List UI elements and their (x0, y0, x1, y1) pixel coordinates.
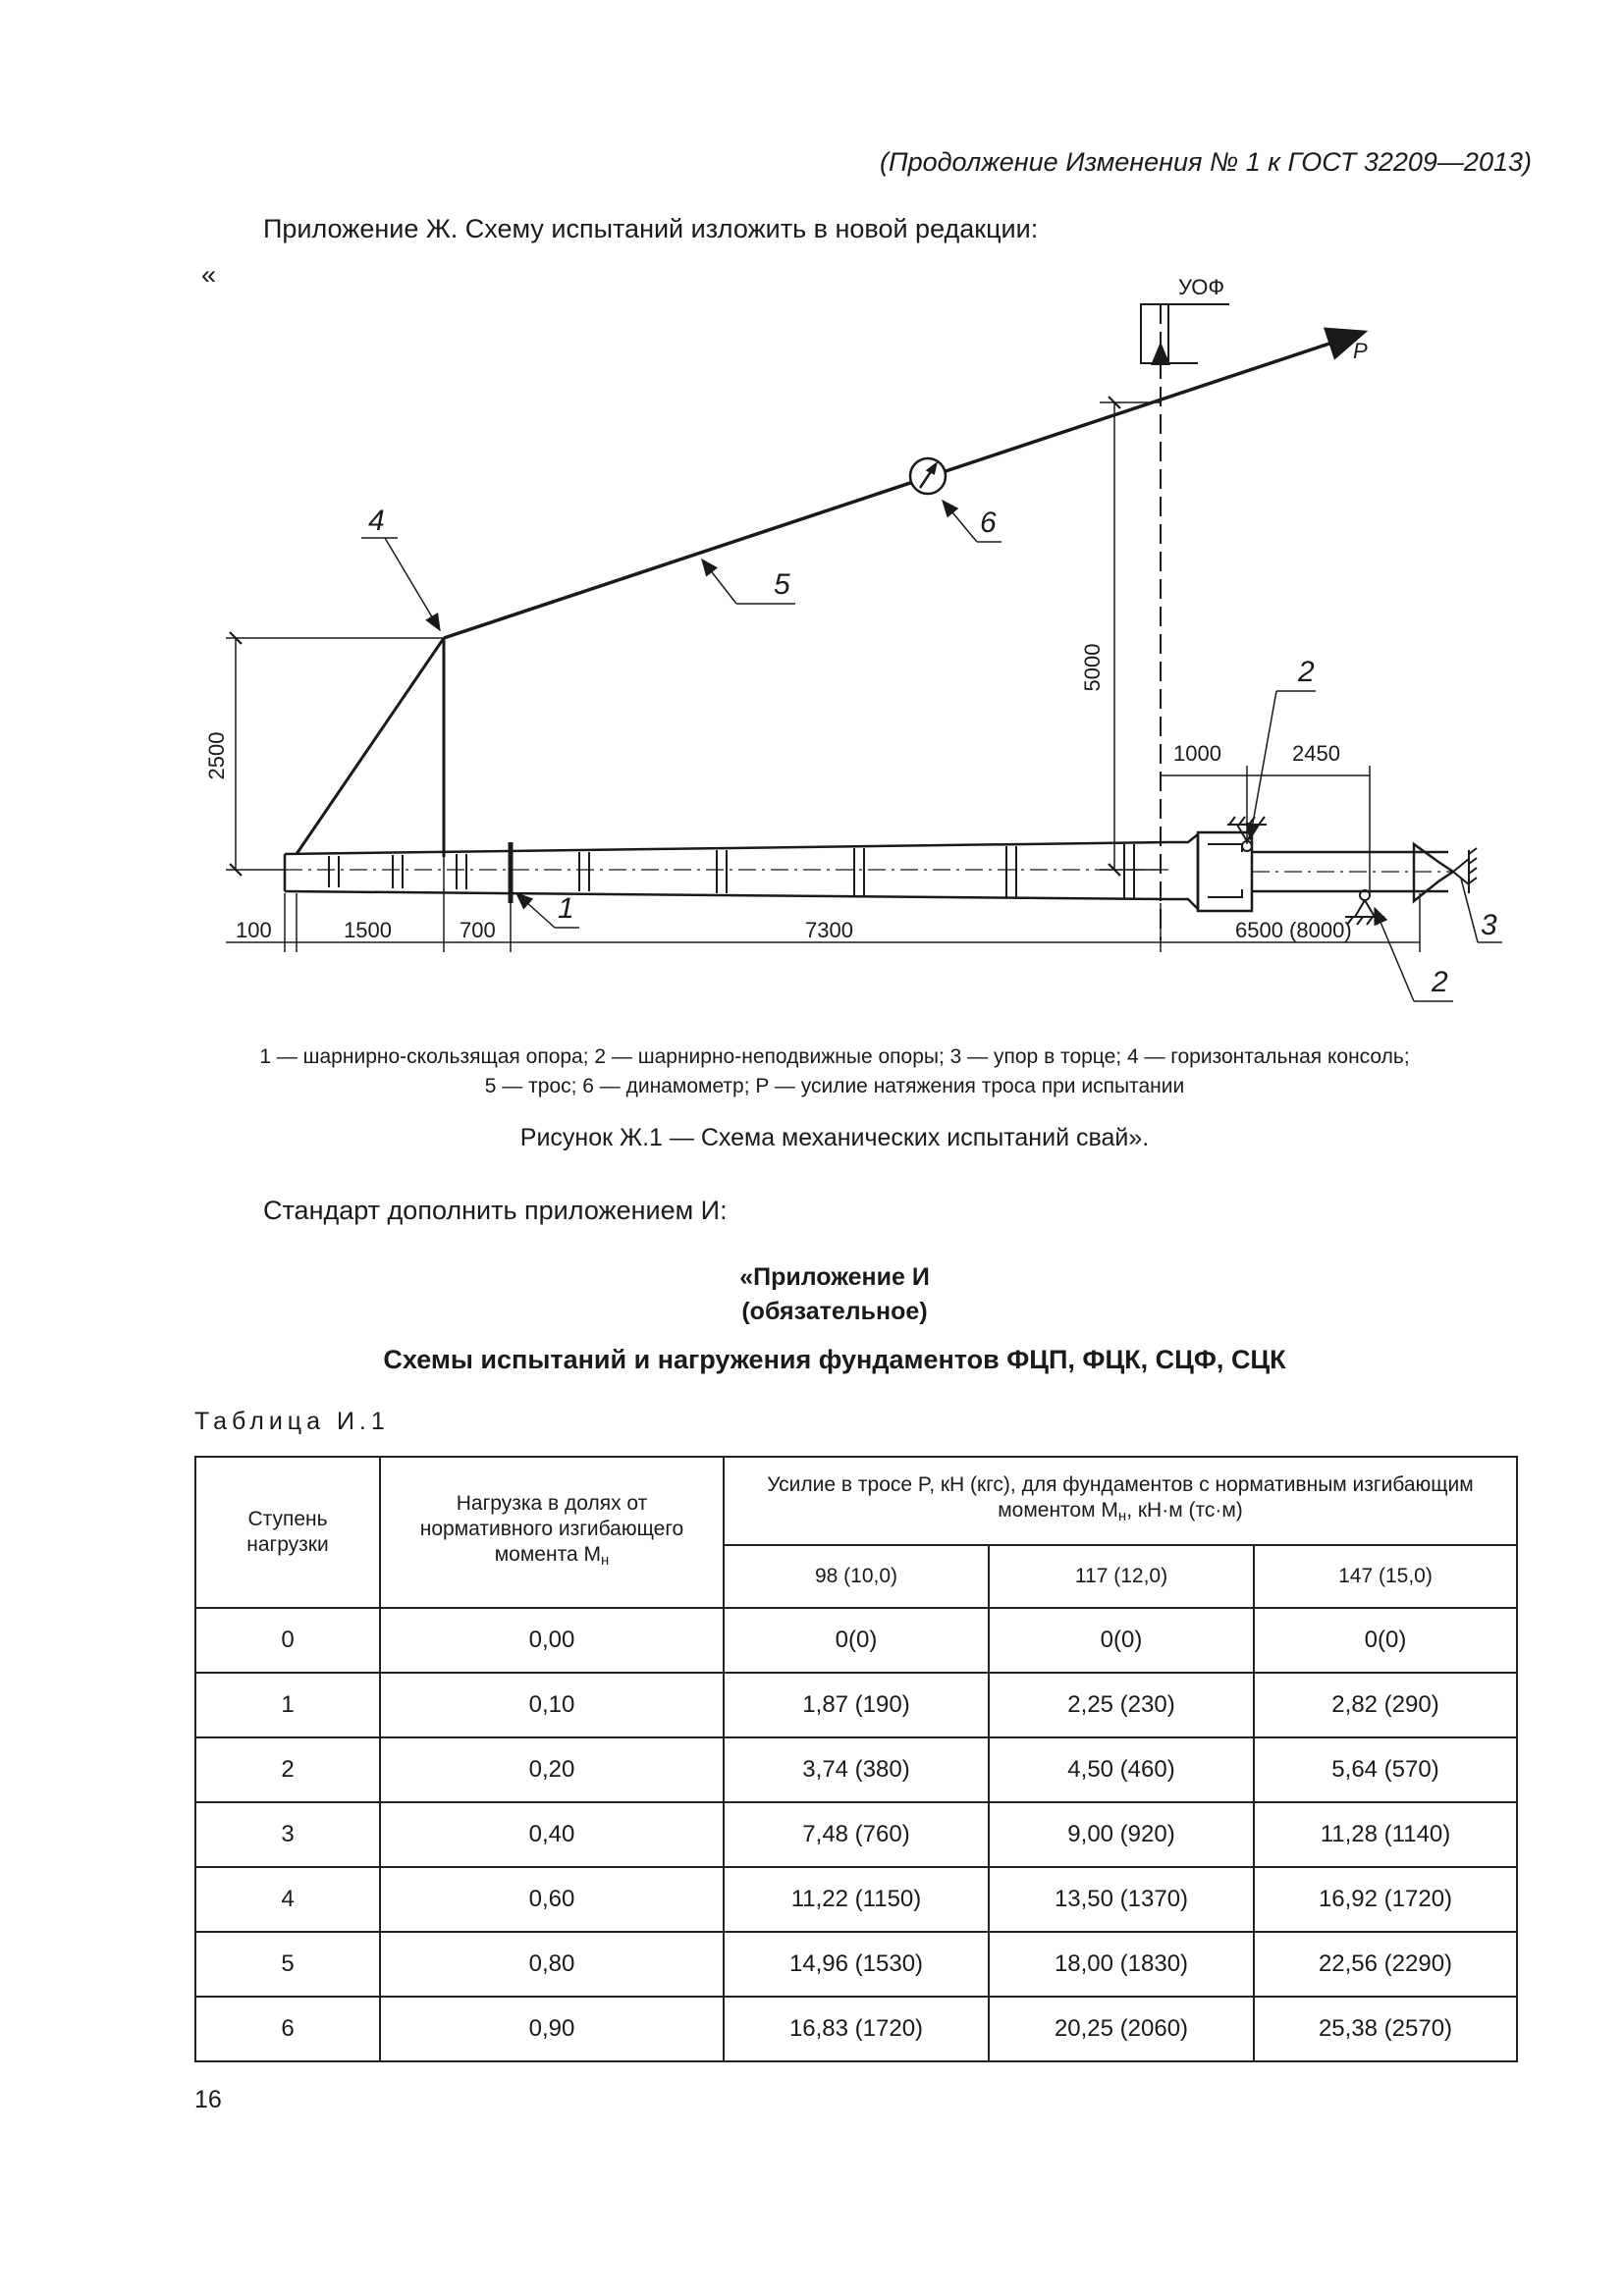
cable-5 (444, 332, 1365, 638)
dim-5000 (1100, 402, 1161, 870)
supplement-paragraph: Стандарт дополнить приложением И: (263, 1196, 728, 1225)
label-1: 1 (558, 892, 574, 925)
label-2-bottom: 2 (1432, 966, 1448, 998)
subheader-117: 117 (12,0) (989, 1545, 1254, 1608)
legend-line-1: 1 — шарнирно-скользящая опора; 2 — шарнирно-неподвижные опоры; 3 — упор в торце; 4 — горизонтальная консоль; (259, 1045, 1410, 1068)
page-number: 16 (194, 2086, 222, 2113)
figure-legend (196, 1042, 1473, 1101)
dynamometer-6 (910, 458, 946, 494)
appendix-status: (обязательное) (741, 1298, 928, 1325)
table-row: 1 0,10 1,87 (190) 2,25 (230) 2,82 (290) (195, 1673, 1517, 1737)
table-row: 5 0,80 14,96 (1530) 18,00 (1830) 22,56 (2290) (195, 1932, 1517, 1997)
legend-line-2: 5 — трос; 6 — динамометр; P — усилие натяжения троса при испытании (484, 1075, 1185, 1097)
dim-1000-2450 (1161, 766, 1370, 893)
uof-label: УОФ (1178, 275, 1225, 299)
label-4: 4 (368, 505, 385, 537)
appendix-title: «Приложение И (739, 1263, 930, 1291)
cantilever-4 (297, 638, 444, 857)
figure-caption: Рисунок Ж.1 — Схема механических испытаний свай». (519, 1124, 1150, 1151)
header-row-1 (195, 1457, 1517, 1545)
subheader-98: 98 (10,0) (724, 1545, 989, 1608)
dim-2500-label: 2500 (204, 731, 229, 780)
test-scheme-figure (187, 265, 1522, 1041)
running-header: (Продолжение Изменения № 1 к ГОСТ 32209—2013) (880, 147, 1532, 177)
table-row: 4 0,60 11,22 (1150) 13,50 (1370) 16,92 (1720) (195, 1867, 1517, 1932)
table-row: 2 0,20 3,74 (380) 4,50 (460) 5,64 (570) (195, 1737, 1517, 1802)
header-load: Нагрузка в долях от нормативного изгибающего момента $M_н$ (380, 1457, 724, 1608)
dim-2500 (226, 638, 444, 870)
header-force: Усилие в тросе P, кН (кгс), для фундаментов с нормативным изгибающим моментом $M_н$, кН·м (тс·м) (724, 1457, 1517, 1545)
table-row: 3 0,40 7,48 (760) 9,00 (920) 11,28 (1140) (195, 1802, 1517, 1867)
dim-2450-label: 2450 (1292, 741, 1340, 766)
dim-700-label: 700 (460, 918, 496, 942)
section-title: Схемы испытаний и нагружения фундаментов ФЦП, ФЦК, СЦФ, СЦК (383, 1345, 1286, 1374)
intro-paragraph: Приложение Ж. Схему испытаний изложить в новой редакции: (263, 214, 1039, 243)
label-2-top: 2 (1298, 656, 1315, 688)
dim-100-label: 100 (236, 918, 272, 942)
table-label: Таблица И.1 (194, 1408, 390, 1435)
force-label: P (1353, 339, 1368, 363)
table-row: 0 0,00 0(0) 0(0) 0(0) (195, 1608, 1517, 1673)
label-5: 5 (774, 568, 790, 601)
label-6: 6 (980, 507, 997, 539)
dim-7300-label: 7300 (805, 918, 853, 942)
subheader-147: 147 (15,0) (1254, 1545, 1517, 1608)
dim-5000-label: 5000 (1080, 643, 1105, 692)
opening-quote: « (201, 260, 217, 290)
header-stage: Ступень нагрузки (195, 1457, 380, 1608)
load-table (194, 1456, 1518, 2062)
dim-1500-label: 1500 (344, 918, 392, 942)
dim-6500-label: 6500 (8000) (1235, 918, 1352, 942)
dim-1000-label: 1000 (1173, 741, 1221, 766)
label-3: 3 (1481, 909, 1497, 941)
foundation-flange (1168, 832, 1453, 911)
support-3 (1453, 848, 1477, 893)
table-row: 6 0,90 16,83 (1720) 20,25 (2060) 25,38 (2570) (195, 1997, 1517, 2061)
